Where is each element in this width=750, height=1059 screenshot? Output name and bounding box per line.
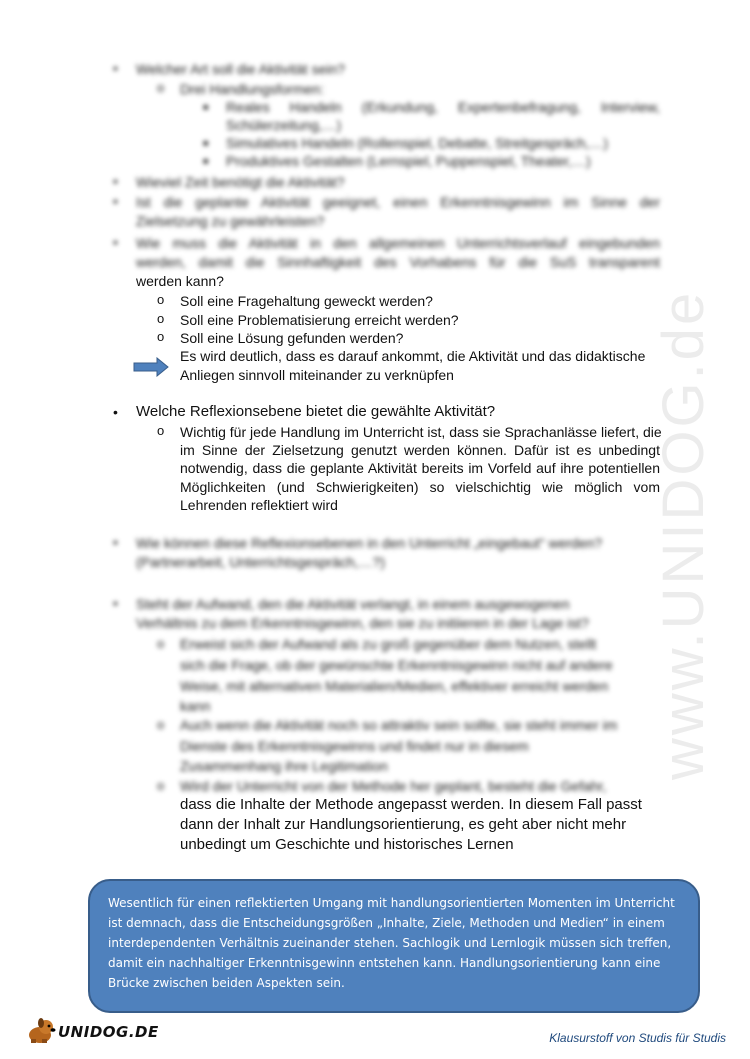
text-line: Verhältnis zu dem Erkenntnisgewinn, den sie zu initiieren in der Lage ist? [136, 615, 589, 631]
text-line: Wie können diese Reflexionsebenen in den Unterricht „eingebaut“ werden? [136, 535, 603, 551]
text-line: dass die Inhalte der Methode angepasst werden. In diesem Fall passt [180, 796, 642, 813]
circle-bullet: o [157, 329, 165, 344]
text-line: Anliegen sinnvoll miteinander zu verknüpfen [180, 367, 454, 383]
text-line: notwendig, dass die geplante Aktivität bereits im Vorfeld auf ihre potentiellen [180, 460, 660, 476]
text-line: Wie muss die Aktivität in den allgemeinen Unterrichtsverlauf eingebunden [136, 235, 660, 251]
footer-tagline: Klausurstoff von Studis für Studis [549, 1031, 726, 1045]
bullet: • [113, 173, 118, 189]
text-line: Wieviel Zeit benötigt die Aktivität? [136, 174, 345, 190]
text-line: Zielsetzung zu gewährleisten? [136, 213, 325, 229]
text-line: Wird der Unterricht von der Methode her geplant, besteht die Gefahr, [180, 778, 607, 794]
text-line: Lehrenden reflektiert wird [180, 497, 338, 513]
bullet: • [113, 193, 118, 209]
text-line: Steht der Aufwand, den die Aktivität verlangt, in einem ausgewogenen [136, 596, 570, 612]
text-line: kann [180, 698, 211, 714]
circle-bullet: o [157, 423, 165, 438]
text-line: Welcher Art soll die Aktivität sein? [136, 61, 346, 77]
text-line: Soll eine Lösung gefunden werden? [180, 330, 404, 346]
text-line: Produktives Gestalten (Lernspiel, Puppenspiel, Theater,…) [226, 153, 591, 169]
unidog-logo [24, 1017, 164, 1045]
circle-bullet: o [157, 80, 165, 95]
summary-text: Wesentlich für einen reflektierten Umgang mit handlungsorientierten Momenten im Unterricht ist demnach, dass die Entscheidungsgrößen „Inhalte, Ziele, Methoden und Medien“ in einem interdependenten Verhältnis zueinander stehen. Sachlogik und Lernlogik müssen sich treffen, damit ein nachhaltiger Erkenntnisgewinn entstehen kann. Handlungsorientierung kann eine Brücke zwischen beiden Aspekten sein. [108, 896, 675, 990]
dog-mascot-icon [24, 1017, 58, 1045]
text-line: Welche Reflexionsebene bietet die gewählte Aktivität? [136, 403, 496, 420]
text-line: werden, damit die Sinnhaftigkeit des Vorhabens für die SuS transparent [136, 254, 660, 270]
text-line: Reales Handeln (Erkundung, Expertenbefragung, Interview, [226, 99, 660, 115]
summary-box [88, 879, 700, 1013]
circle-bullet: o [157, 636, 165, 651]
arrow-right-icon [133, 357, 169, 377]
text-line: Simulatives Handeln (Rollenspiel, Debatte, Streitgespräch,…) [226, 135, 609, 151]
square-bullet: ■ [203, 138, 209, 148]
text-line: Es wird deutlich, dass es darauf ankommt, die Aktivität und das didaktische [180, 348, 646, 364]
text-line: Drei Handlungsformen: [180, 81, 324, 97]
text-line: Erweist sich der Aufwand als zu groß gegenüber dem Nutzen, stellt [180, 636, 597, 652]
circle-bullet: o [157, 292, 165, 307]
bullet: • [113, 234, 118, 250]
text-line: dann der Inhalt zur Handlungsorientierung, es geht aber nicht mehr [180, 816, 627, 833]
square-bullet: ■ [203, 156, 209, 166]
text-line: unbedingt um Geschichte und historisches Lernen [180, 836, 514, 853]
text-line: Auch wenn die Aktivität noch so attraktiv sein sollte, sie steht immer im [180, 717, 618, 733]
text-line: Schülerzeitung,…) [226, 117, 342, 133]
bullet: • [113, 404, 118, 420]
bullet: • [113, 595, 118, 611]
text-line: werden kann? [136, 273, 224, 289]
text-line: (Partnerarbeit, Unterrichtsgespräch,…?) [136, 554, 385, 570]
text-line: Weise, mit alternativen Materialien/Medien, effektiver erreicht werden [180, 678, 609, 694]
text-line: Soll eine Problematisierung erreicht werden? [180, 312, 459, 328]
watermark: www.UNIDOG.de [651, 289, 716, 780]
text-line: Soll eine Fragehaltung geweckt werden? [180, 293, 433, 309]
text-line: Möglichkeiten (und Schwierigkeiten) so vielschichtig wie möglich vom [180, 479, 660, 495]
text-line: Zusammenhang ihre Legitimation [180, 758, 388, 774]
logo-text: UNIDOG.DE [58, 1023, 159, 1041]
text-line: Wichtig für jede Handlung im Unterricht ist, dass sie Sprachanlässe liefert, die [180, 424, 662, 440]
bullet: • [113, 60, 118, 76]
circle-bullet: o [157, 717, 165, 732]
text-line: Dienste des Erkenntnisgewinns und findet nur in diesem [180, 738, 529, 754]
text-line: im Sinne der Zielsetzung genutzt werden können. Dafür ist es unbedingt [180, 442, 660, 458]
circle-bullet: o [157, 778, 165, 793]
text-line: Ist die geplante Aktivität geeignet, einen Erkenntnisgewinn im Sinne der [136, 194, 660, 210]
text-line: sich die Frage, ob der gewünschte Erkenntnisgewinn nicht auf andere [180, 657, 613, 673]
circle-bullet: o [157, 311, 165, 326]
square-bullet: ■ [203, 102, 209, 112]
bullet: • [113, 534, 118, 550]
